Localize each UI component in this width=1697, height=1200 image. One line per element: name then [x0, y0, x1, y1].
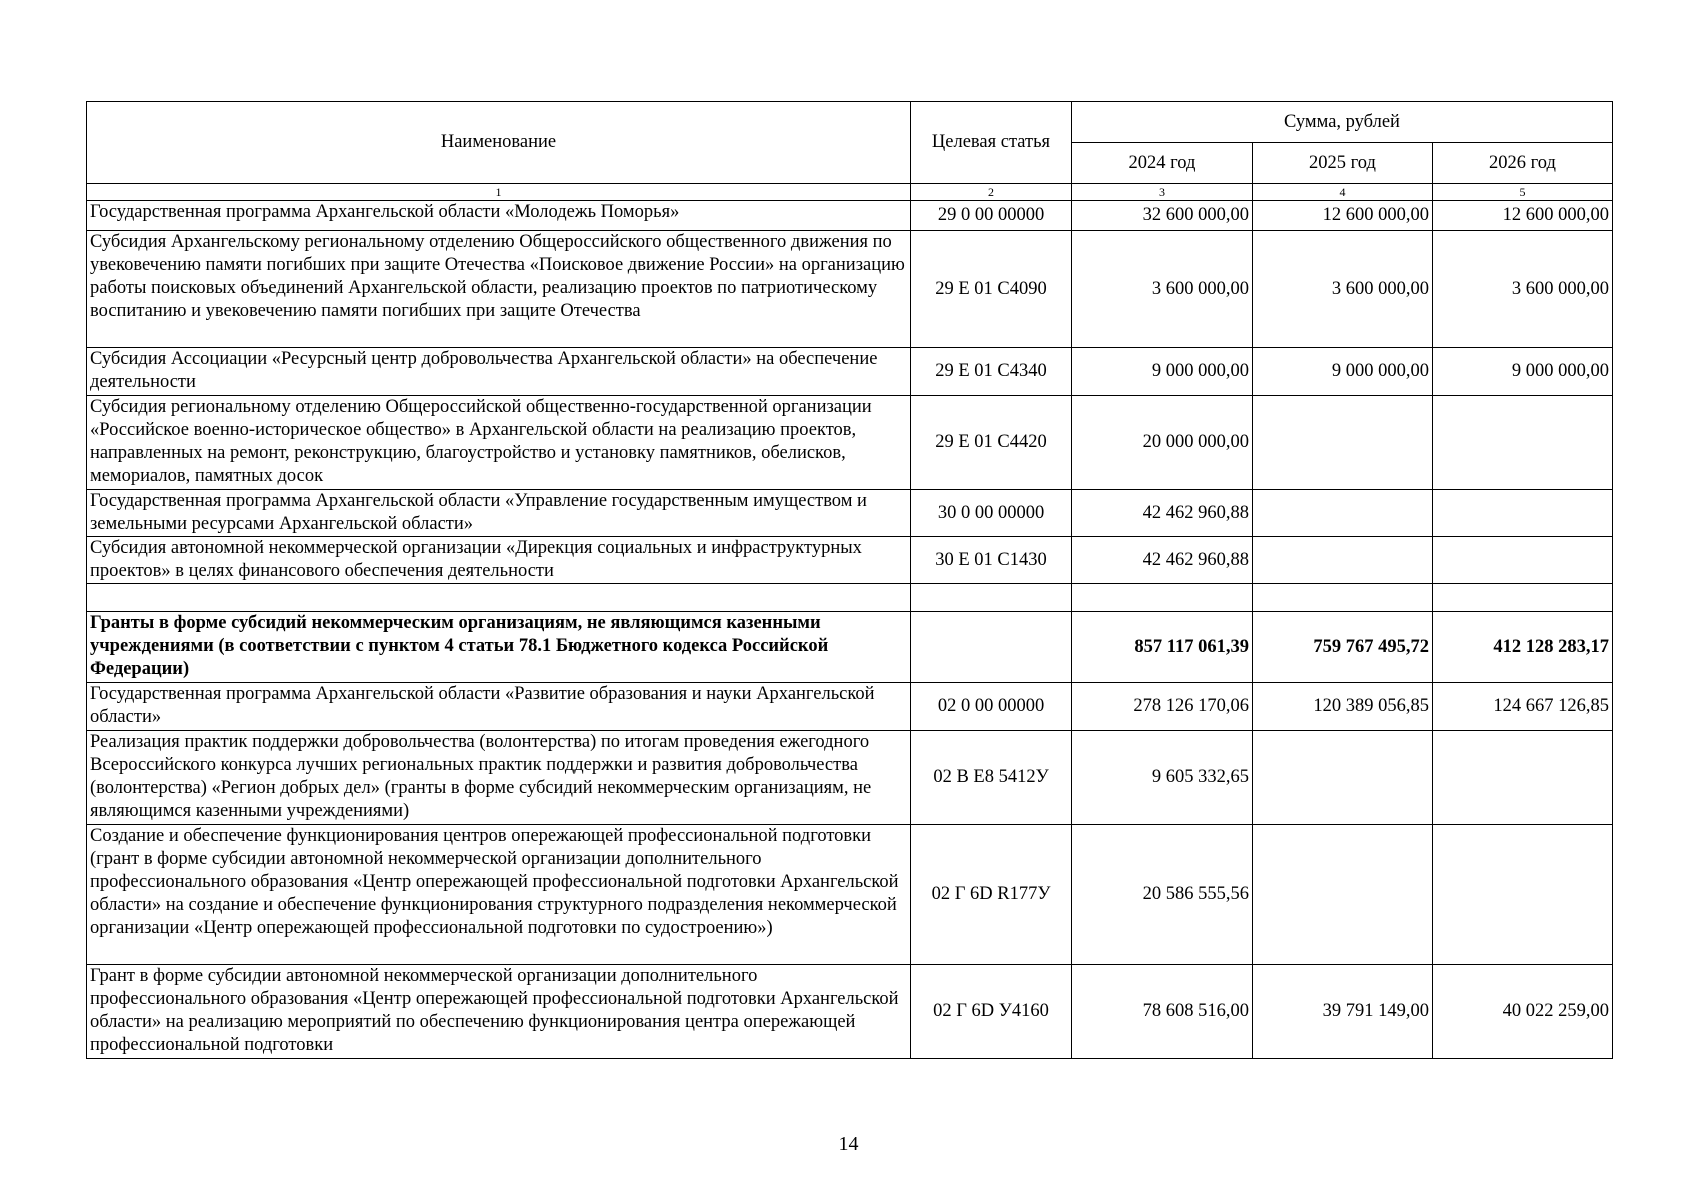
- row-name: Государственная программа Архангельской области «Молодежь Поморья»: [87, 201, 911, 231]
- table-row: [87, 683, 1613, 731]
- row-amount-2024: 20 000 000,00: [1072, 396, 1253, 490]
- row-name: Субсидия Ассоциации «Ресурсный центр добровольчества Архангельской области» на обеспечение деятельности: [87, 348, 911, 396]
- table-row: [87, 231, 1613, 348]
- row-amount-2026: [1433, 490, 1613, 537]
- row-amount-2026: 12 600 000,00: [1433, 201, 1613, 231]
- row-amount-2025: 3 600 000,00: [1253, 231, 1433, 348]
- row-amount-2026: 3 600 000,00: [1433, 231, 1613, 348]
- column-index: 3: [1072, 184, 1253, 201]
- row-name: Субсидия Архангельскому региональному отделению Общероссийского общественного движения по увековечению памяти погибших при защите Отечества «Поисковое движение России» на организацию работы поисковых объединений Архангельской области, реализацию проектов по патриотическому воспитанию и увековечению памяти погибших при защите Отечества: [87, 231, 911, 348]
- column-index: 1: [87, 184, 911, 201]
- row-amount-2024: 42 462 960,88: [1072, 537, 1253, 584]
- row-name: Грант в форме субсидии автономной некоммерческой организации дополнительного профессионального образования «Центр опережающей профессиональной подготовки Архангельской области» на реализацию мероприятий по обеспечению функционирования центра опережающей профессиональной подготовки: [87, 965, 911, 1059]
- row-code: 02 В Е8 5412У: [911, 731, 1072, 825]
- header-year-2024: 2024 год: [1072, 143, 1253, 184]
- column-index: 4: [1253, 184, 1433, 201]
- page-number: 14: [838, 1133, 859, 1155]
- row-amount-2025: [1253, 490, 1433, 537]
- row-name: Создание и обеспечение функционирования центров опережающей профессиональной подготовки (грант в форме субсидии автономной некоммерческой организации дополнительного профессионального образования «Центр опережающей профессиональной подготовки Архангельской области» на создание и обеспечение функционирования структурного подразделения некоммерческой организации «Центр опережающей профессиональной подготовки по судостроению»): [87, 825, 911, 965]
- table-row: [87, 731, 1613, 825]
- row-amount-2026: [1433, 825, 1613, 965]
- table-row: [87, 396, 1613, 490]
- row-amount-2026: 124 667 126,85: [1433, 683, 1613, 731]
- budget-table: [86, 101, 1613, 1059]
- header-year-2025: 2025 год: [1253, 143, 1433, 184]
- table-row: [87, 348, 1613, 396]
- header-code: Целевая статья: [911, 102, 1072, 184]
- row-amount-2024: 3 600 000,00: [1072, 231, 1253, 348]
- row-amount-2026: 40 022 259,00: [1433, 965, 1613, 1059]
- header-sum: Сумма, рублей: [1072, 102, 1613, 143]
- row-amount-2024: 857 117 061,39: [1072, 612, 1253, 683]
- row-amount-2026: [1433, 731, 1613, 825]
- row-amount-2024: 9 605 332,65: [1072, 731, 1253, 825]
- table-row: [87, 825, 1613, 965]
- table-row: [87, 537, 1613, 584]
- row-name: [87, 584, 911, 612]
- row-amount-2024: 20 586 555,56: [1072, 825, 1253, 965]
- row-amount-2024: 9 000 000,00: [1072, 348, 1253, 396]
- row-code: 29 Е 01 С4420: [911, 396, 1072, 490]
- row-amount-2025: 9 000 000,00: [1253, 348, 1433, 396]
- row-amount-2026: [1433, 584, 1613, 612]
- row-amount-2025: [1253, 396, 1433, 490]
- row-name: Реализация практик поддержки добровольчества (волонтерства) по итогам проведения ежегодного Всероссийского конкурса лучших региональных практик поддержки и развития добровольчества (волонтерства) «Регион добрых дел» (гранты в форме субсидий некоммерческим организациям, не являющимся казенными учреждениями): [87, 731, 911, 825]
- table-row: [87, 490, 1613, 537]
- row-code: 02 Г 6D У4160: [911, 965, 1072, 1059]
- row-name: Государственная программа Архангельской области «Развитие образования и науки Архангельской области»: [87, 683, 911, 731]
- table-row: [87, 201, 1613, 231]
- row-amount-2024: 42 462 960,88: [1072, 490, 1253, 537]
- table-row-empty: [87, 584, 1613, 612]
- row-amount-2024: 78 608 516,00: [1072, 965, 1253, 1059]
- row-code: 02 Г 6D R177У: [911, 825, 1072, 965]
- row-code: 30 Е 01 С1430: [911, 537, 1072, 584]
- row-code: [911, 584, 1072, 612]
- row-amount-2025: [1253, 537, 1433, 584]
- row-amount-2024: [1072, 584, 1253, 612]
- row-amount-2025: [1253, 825, 1433, 965]
- row-amount-2024: 278 126 170,06: [1072, 683, 1253, 731]
- row-amount-2025: [1253, 731, 1433, 825]
- row-name: Субсидия региональному отделению Общероссийской общественно-государственной организации «Российское военно-историческое общество» в Архангельской области на реализацию проектов, направленных на ремонт, реконструкцию, благоустройство и установку памятников, обелисков, мемориалов, памятных досок: [87, 396, 911, 490]
- row-code: 02 0 00 00000: [911, 683, 1072, 731]
- row-name: Гранты в форме субсидий некоммерческим организациям, не являющимся казенными учреждениями (в соответствии с пунктом 4 статьи 78.1 Бюджетного кодекса Российской Федерации): [87, 612, 911, 683]
- row-amount-2025: [1253, 584, 1433, 612]
- row-name: Государственная программа Архангельской области «Управление государственным имуществом и земельными ресурсами Архангельской области»: [87, 490, 911, 537]
- row-amount-2026: [1433, 537, 1613, 584]
- row-name: Субсидия автономной некоммерческой организации «Дирекция социальных и инфраструктурных проектов» в целях финансового обеспечения деятельности: [87, 537, 911, 584]
- row-code: 29 Е 01 С4340: [911, 348, 1072, 396]
- row-amount-2025: 39 791 149,00: [1253, 965, 1433, 1059]
- row-amount-2026: 412 128 283,17: [1433, 612, 1613, 683]
- row-code: 29 0 00 00000: [911, 201, 1072, 231]
- row-code: [911, 612, 1072, 683]
- column-index: 5: [1433, 184, 1613, 201]
- row-code: 30 0 00 00000: [911, 490, 1072, 537]
- table-row-total: [87, 612, 1613, 683]
- row-code: 29 Е 01 С4090: [911, 231, 1072, 348]
- header-year-2026: 2026 год: [1433, 143, 1613, 184]
- row-amount-2025: 759 767 495,72: [1253, 612, 1433, 683]
- row-amount-2025: 120 389 056,85: [1253, 683, 1433, 731]
- row-amount-2024: 32 600 000,00: [1072, 201, 1253, 231]
- row-amount-2026: [1433, 396, 1613, 490]
- table-row: [87, 965, 1613, 1059]
- row-amount-2025: 12 600 000,00: [1253, 201, 1433, 231]
- column-index: 2: [911, 184, 1072, 201]
- row-amount-2026: 9 000 000,00: [1433, 348, 1613, 396]
- header-name: Наименование: [87, 102, 911, 184]
